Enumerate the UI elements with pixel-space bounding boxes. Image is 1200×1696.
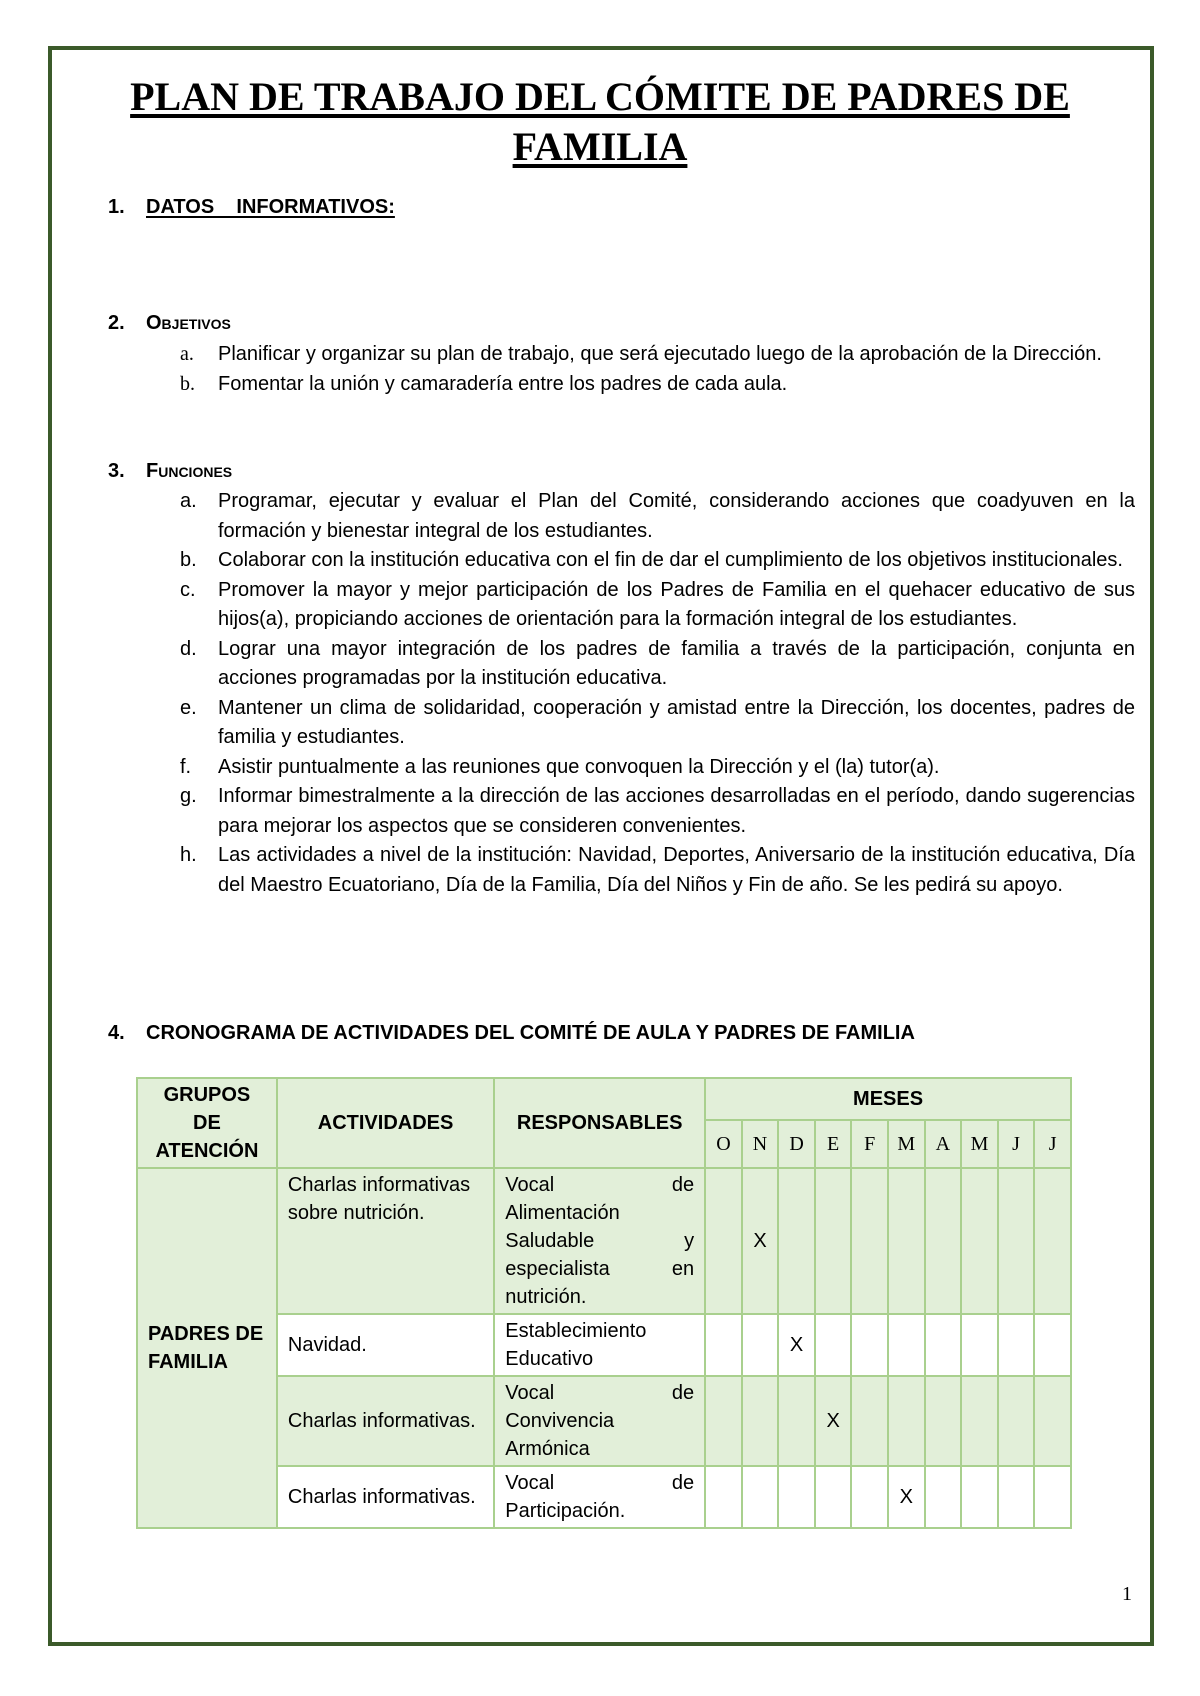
list-item bbox=[180, 576, 1135, 635]
month-header: J bbox=[1034, 1120, 1071, 1168]
month-cell bbox=[961, 1314, 998, 1376]
month-cell bbox=[998, 1168, 1035, 1314]
list-item bbox=[180, 546, 1135, 576]
month-mark-cell: X bbox=[778, 1314, 815, 1376]
month-cell bbox=[815, 1314, 852, 1376]
month-cell bbox=[851, 1314, 888, 1376]
month-cell bbox=[888, 1376, 925, 1466]
month-cell bbox=[815, 1466, 852, 1528]
month-cell bbox=[778, 1466, 815, 1528]
month-cell bbox=[1034, 1466, 1071, 1528]
section-number: 3. bbox=[108, 460, 125, 482]
section-number: 1. bbox=[108, 196, 125, 218]
title-line-2: FAMILIA bbox=[512, 124, 688, 169]
list-item bbox=[180, 370, 1135, 400]
table-row bbox=[137, 1376, 1071, 1466]
list-item bbox=[180, 635, 1135, 694]
month-cell bbox=[961, 1466, 998, 1528]
month-cell bbox=[998, 1376, 1035, 1466]
table-header-row bbox=[137, 1078, 1071, 1120]
month-cell bbox=[742, 1314, 779, 1376]
page-number: 1 bbox=[1122, 1583, 1132, 1605]
month-mark-cell: X bbox=[742, 1168, 779, 1314]
month-header: J bbox=[998, 1120, 1035, 1168]
month-header: N bbox=[742, 1120, 779, 1168]
funciones-list bbox=[180, 487, 1135, 900]
table-row bbox=[137, 1466, 1071, 1528]
month-cell bbox=[925, 1466, 962, 1528]
month-cell bbox=[705, 1168, 742, 1314]
month-cell bbox=[851, 1168, 888, 1314]
month-cell bbox=[851, 1466, 888, 1528]
item-letter: e. bbox=[180, 696, 197, 719]
month-header: M bbox=[961, 1120, 998, 1168]
month-cell bbox=[705, 1466, 742, 1528]
section-number: 4. bbox=[108, 1022, 125, 1044]
month-cell bbox=[742, 1376, 779, 1466]
month-cell bbox=[925, 1314, 962, 1376]
month-header: M bbox=[888, 1120, 925, 1168]
section-cronograma bbox=[108, 1022, 915, 1045]
header-responsables: RESPONSABLES bbox=[494, 1078, 705, 1168]
month-mark-cell: X bbox=[815, 1376, 852, 1466]
list-item bbox=[180, 841, 1135, 900]
month-cell bbox=[925, 1168, 962, 1314]
month-header: D bbox=[778, 1120, 815, 1168]
section-heading: DATOS INFORMATIVOS: bbox=[146, 196, 395, 218]
objetivos-list bbox=[180, 340, 1135, 399]
month-cell bbox=[815, 1168, 852, 1314]
table-row bbox=[137, 1314, 1071, 1376]
month-cell bbox=[705, 1376, 742, 1466]
title-line-1: PLAN DE TRABAJO DEL CÓMITE DE PADRES DE bbox=[130, 74, 1070, 119]
month-cell bbox=[888, 1314, 925, 1376]
month-cell bbox=[925, 1376, 962, 1466]
item-text: Programar, ejecutar y evaluar el Plan del Comité, considerando acciones que coadyuven en la formación y bienestar integral de los estudiantes. bbox=[218, 490, 1135, 542]
section-heading: Objetivos bbox=[146, 312, 231, 334]
month-cell bbox=[1034, 1314, 1071, 1376]
table-row bbox=[137, 1168, 1071, 1314]
list-item bbox=[180, 487, 1135, 546]
list-item bbox=[180, 694, 1135, 753]
document-title bbox=[100, 72, 1100, 172]
item-letter: c. bbox=[180, 578, 196, 601]
item-text: Las actividades a nivel de la institución: Navidad, Deportes, Aniversario de la institución educativa, Día del Maestro Ecuatoriano, Día de la Familia, Día del Niños y Fin de año. Se les pedirá su apoyo. bbox=[218, 844, 1135, 896]
activity-cell: Charlas informativas sobre nutrición. bbox=[277, 1168, 494, 1314]
activity-cell: Charlas informativas. bbox=[277, 1466, 494, 1528]
item-text: Fomentar la unión y camaradería entre los padres de cada aula. bbox=[218, 372, 788, 395]
month-header: E bbox=[815, 1120, 852, 1168]
list-item bbox=[180, 782, 1135, 841]
header-actividades: ACTIVIDADES bbox=[277, 1078, 494, 1168]
month-cell bbox=[961, 1168, 998, 1314]
section-number: 2. bbox=[108, 312, 125, 334]
month-cell bbox=[998, 1466, 1035, 1528]
section-heading: CRONOGRAMA DE ACTIVIDADES DEL COMITÉ DE AULA Y PADRES DE FAMILIA bbox=[146, 1022, 915, 1044]
item-letter: a. bbox=[180, 490, 197, 512]
item-text: Promover la mayor y mejor participación de los Padres de Familia en el quehacer educativo de sus hijos(a), propiciando acciones de orientación para la formación integral de los estudiantes. bbox=[218, 578, 1135, 630]
header-grupos: GRUPOS DE ATENCIÓN bbox=[137, 1078, 277, 1168]
month-cell bbox=[961, 1376, 998, 1466]
activity-cell: Navidad. bbox=[277, 1314, 494, 1376]
item-text: Lograr una mayor integración de los padres de familia a través de la participación, conjunta en acciones programadas por la institución educativa. bbox=[218, 637, 1135, 689]
section-funciones bbox=[108, 460, 232, 483]
responsible-cell: Vocal de Alimentación Saludable y especialista en nutrición. bbox=[494, 1168, 705, 1314]
month-cell bbox=[778, 1376, 815, 1466]
month-cell bbox=[888, 1168, 925, 1314]
list-item bbox=[180, 753, 1135, 783]
month-cell bbox=[1034, 1168, 1071, 1314]
item-letter: h. bbox=[180, 844, 197, 866]
section-datos-informativos bbox=[108, 196, 395, 219]
item-text: Planificar y organizar su plan de trabajo, que será ejecutado luego de la aprobación de la Dirección. bbox=[218, 343, 1102, 365]
group-cell: PADRES DE FAMILIA bbox=[137, 1168, 277, 1528]
activity-cell: Charlas informativas. bbox=[277, 1376, 494, 1466]
month-cell bbox=[1034, 1376, 1071, 1466]
item-letter: a. bbox=[180, 343, 194, 365]
responsible-cell: Vocal de Participación. bbox=[494, 1466, 705, 1528]
item-letter: b. bbox=[180, 372, 195, 395]
month-mark-cell: X bbox=[888, 1466, 925, 1528]
item-text: Informar bimestralmente a la dirección de las acciones desarrolladas en el período, dando sugerencias para mejorar los aspectos que se consideren convenientes. bbox=[218, 785, 1135, 837]
month-cell bbox=[851, 1376, 888, 1466]
item-text: Asistir puntualmente a las reuniones que convoquen la Dirección y el (la) tutor(a). bbox=[218, 755, 940, 778]
responsible-cell: Vocal de Convivencia Armónica bbox=[494, 1376, 705, 1466]
cronograma-table bbox=[136, 1077, 1072, 1529]
month-header: F bbox=[851, 1120, 888, 1168]
section-objetivos bbox=[108, 312, 231, 335]
item-text: Mantener un clima de solidaridad, cooperación y amistad entre la Dirección, los docentes, padres de familia y estudiantes. bbox=[218, 696, 1135, 748]
item-letter: g. bbox=[180, 785, 197, 807]
month-cell bbox=[742, 1466, 779, 1528]
month-cell bbox=[778, 1168, 815, 1314]
responsible-cell: Establecimiento Educativo bbox=[494, 1314, 705, 1376]
month-header: O bbox=[705, 1120, 742, 1168]
month-header: A bbox=[925, 1120, 962, 1168]
item-text: Colaborar con la institución educativa con el fin de dar el cumplimiento de los objetivos institucionales. bbox=[218, 549, 1123, 571]
item-letter: d. bbox=[180, 637, 197, 660]
item-letter: f. bbox=[180, 755, 192, 778]
header-meses: MESES bbox=[705, 1078, 1071, 1120]
month-cell bbox=[998, 1314, 1035, 1376]
list-item bbox=[180, 340, 1135, 370]
item-letter: b. bbox=[180, 549, 197, 571]
month-cell bbox=[705, 1314, 742, 1376]
section-heading: Funciones bbox=[146, 460, 233, 482]
